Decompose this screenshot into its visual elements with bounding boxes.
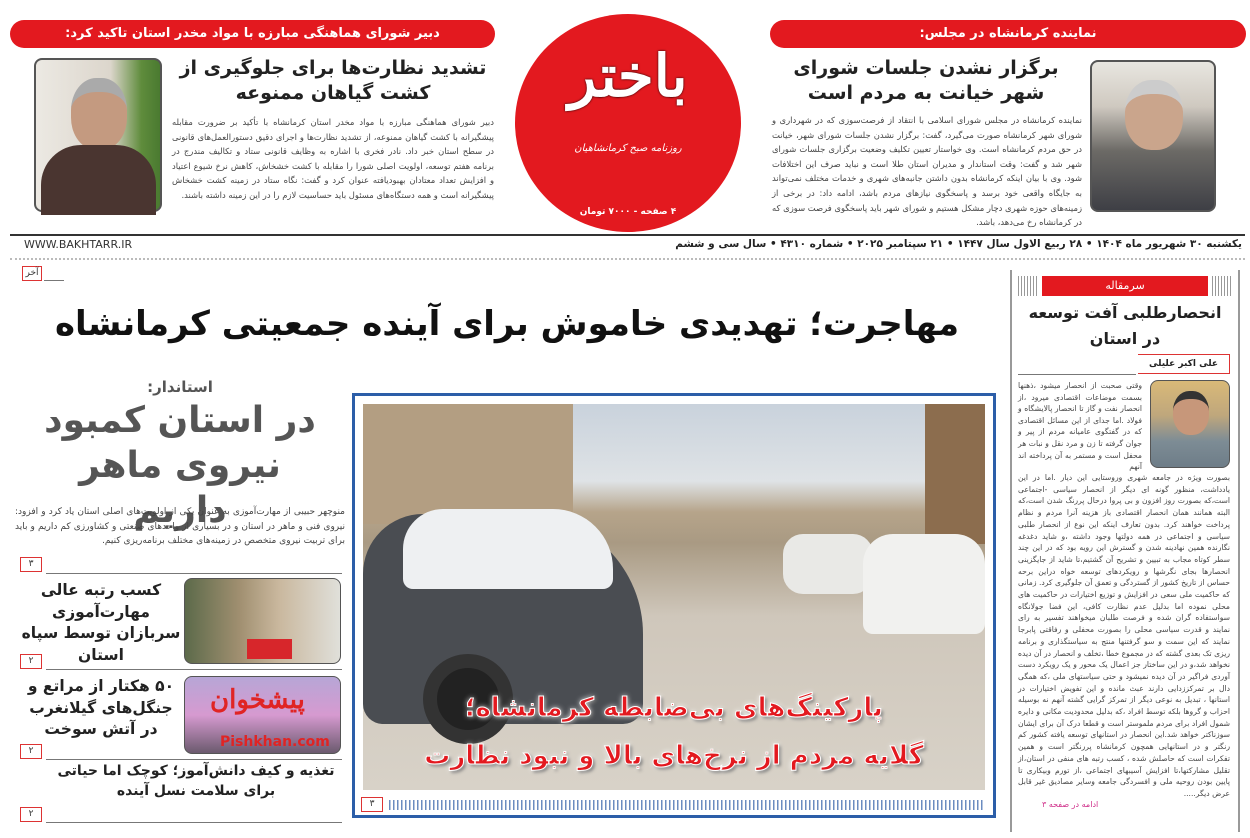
divider <box>1018 374 1136 375</box>
price-label: ۴ صفحه - ۷۰۰۰ تومان <box>579 207 677 217</box>
pishkhan-logo-icon: پیشخوان <box>210 685 305 715</box>
top-left-body: دبیر شورای هماهنگی مبارزه با مواد مخدر استان کرمانشاه با تأکید بر ضرورت مقابله پیشگیرانه با کشت گیاهان ممنوعه، از تشدید نظارت‌ها و اجرای دقیق دستورالعمل‌های قانونی در سطح استان خبر داد. نادر فخری با اشاره به وظایف قانونی ستاد و تکالیف مندرج در برنامه هفتم توسعه، اولویت اصلی شورا را مقابله با کشت خشخاش، کاهش نرخ شیوع اعتیاد و افزایش تعداد معتادان بهبودیافته عنوان کرد و گفت: نگاه ستاد در زمینه کشت خشخاش پیشگیرانه است و همه دستگاه‌های مسئول باید حساسیت لازم را در این زمینه داشته باشند. <box>172 117 494 200</box>
top-right-kicker: نماینده کرمانشاه در مجلس: <box>770 20 1246 48</box>
top-left-kicker: دبیر شورای هماهنگی مبارزه با مواد مخدر استان تاکید کرد: <box>10 20 495 48</box>
author-photo <box>1150 380 1230 468</box>
item-headline[interactable]: تغذیه و کیف دانش‌آموز؛ کوچک اما حیاتی برای سلامت نسل آینده <box>57 763 335 799</box>
editorial-headline[interactable]: انحصارطلبی آفت توسعه در استان <box>1028 303 1222 349</box>
lead-kicker: استاندار: <box>147 378 213 396</box>
editorial-column <box>1010 270 1240 832</box>
logo-subtitle: روزنامه صبح کرمانشاهیان <box>574 143 682 154</box>
top-right-body: نماینده کرمانشاه در مجلس شورای اسلامی با انتقاد از فرصت‌سوزی که در شهرداری و شورای شهر کرمانشاه صورت می‌گیرد، گفت: برگزار نشدن جلسات شورای شهر، خیانت در حق مردم کرمانشاه است. وی خواستار تعیین تکلیف وضعیت برگزاری جلسات شورای شهر شد و گفت: وقت استاندار و مدیران استان طلا است و نباید صرف این اختلافات شود. وی با بیان اینکه کرمانشاه بدون داشتن جانبه‌های شهری و خدمات مختلف نمی‌تواند به جایگاه واقعی خود برسد و پاسخگوی نیازهای مردم باشد، ادامه داد: در برخی از زمینه‌های حوزه شهری دچار مشکل هستیم و شورای شهر باید پاسخگوی فرصت سوزی که در کرمانشاه رخ می‌دهد، باشد. <box>772 115 1082 228</box>
item-page[interactable]: ۲ <box>20 807 42 822</box>
lead-page[interactable]: ۳ <box>20 557 42 572</box>
official-portrait-photo <box>34 58 162 212</box>
divider <box>10 258 1245 260</box>
mp-portrait-photo <box>1090 60 1216 212</box>
photo-story-page[interactable]: ۳ <box>361 797 383 812</box>
forest-fire-photo <box>184 676 341 754</box>
editorial-author: علی اکبر علیلی <box>1138 354 1230 374</box>
photo-story[interactable] <box>352 393 996 818</box>
editorial-body-top: وقتی صحبت از انحصار میشود ،ذهنها بسمت موضاعات اقتصادی میرود ،از انحصار نفت و گاز تا انحصار پالایشگاه و فولاد .اما جدای از این مسائل اقتصادی که در گفتگوی عامیانه مردم از پیر و جوان گرفته تا زن و مرد نقل و نبات هر محفل است و مستمر به آن پرداخته اند آنهم <box>1018 381 1142 472</box>
soldiers-training-photo <box>184 578 341 664</box>
item-page[interactable]: ۲ <box>20 744 42 759</box>
lead-headline[interactable]: در استان کمبود نیروی ماهر داریم <box>44 400 316 531</box>
masthead-logo[interactable] <box>515 14 741 232</box>
item-page[interactable]: ۲ <box>20 654 42 669</box>
photo-caption-line1: پارکینگ‌های بی‌ضابطه کرمانشاه؛ <box>465 693 883 723</box>
masthead-rule <box>10 234 1245 236</box>
website[interactable]: WWW.BAKHTARR.IR <box>24 238 133 251</box>
divider <box>46 669 342 670</box>
top-left-headline[interactable]: تشدید نظارت‌ها برای جلوگیری از کشت گیاهان ممنوعه <box>179 57 487 104</box>
top-right-headline[interactable]: برگزار نشدن جلسات شورای شهر خیانت به مردم است <box>793 57 1059 104</box>
editorial-label: سرمقاله <box>1042 276 1208 296</box>
item-headline[interactable]: کسب رتبه عالی مهارت‌آموزی سربازان توسط سپاه استان <box>21 581 181 665</box>
divider <box>46 822 342 823</box>
main-headline[interactable]: مهاجرت؛ تهدیدی خاموش برای آینده جمعیتی کرمانشاه <box>54 304 959 344</box>
date-line: یکشنبه ۳۰ شهریور ماه ۱۴۰۴ • ۲۸ ربیع الاول سال ۱۴۴۷ • ۲۱ سپتامبر ۲۰۲۵ • شماره ۴۳۱۰ • سال سی و ششم <box>675 238 1242 250</box>
lead-body: منوچهر حبیبی از مهارت‌آموزی به عنوان یکی از اولویت‌های اصلی استان یاد کرد و افزود: نیروی فنی و ماهر در استان و در بسیاری از واحدهای صنعتی و کشاورزی کم داریم و باید برای تربیت نیروی متخصص در زمینه‌های مختلف برنامه‌ریزی کنیم. <box>15 507 345 546</box>
continue-link[interactable]: ادامه در صفحه ۳ <box>1042 800 1099 809</box>
barcode-strip <box>389 800 985 810</box>
page-tag[interactable]: آخر <box>22 266 42 281</box>
item-headline[interactable]: ۵۰ هکتار از مراتع و جنگل‌های گیلانغرب در آتش سوخت <box>27 677 175 739</box>
logo-text: باختر <box>568 42 688 110</box>
watermark: Pishkhan.com <box>220 734 330 750</box>
tag-rule <box>44 280 64 281</box>
photo-caption-line2: گلایه مردم از نرخ‌های بالا و نبود نظارت <box>424 741 924 771</box>
editorial-body: بصورت ویژه در جامعه شهری وروستایی این دیار .اما در این یادداشت، منظور گونه ای دیگر از انحصار سیاسی -اجتماعی است،که بصورت روز افزون و بی پروا درحال پررنگ شدن است،که البته همانند همان انحصار اقتصادی باز هزینه آنرا مردم و نظام پرداخت خواهند کرد. بدون تعارف اینکه این نوع از انحصار طلبی سیاسی و اجتماعی در همه دولتها وجود داشته ،و شاید دغدغه نگارنده همین نهادینه شدن و گسترش این رویه بود که در این چند سطر کوتاه مجاب به تبیین و تشریح آن گشتیم،تا شاید از جایگزینی انحصارها بجای نگرشها و رویکردهای توسعه خواه دراین برحه حساس از تاریخ کشور از گستردگی و تعمق آن جلوگیری کرد. زمانی که حاکمیت ملی سعی در افزایش و توزیع اختیارات در حاکمیت های محلی نموده اما بدلیل عدم نظارت کافی، این فضا جولانگاه سواستفاده گران شده و فرصت طلبان میخواهند تفسیر به رای نمایند و قدرت سیاسی محلی را بصورت محفلی و رفاقتی پابرجا نمایند که این سمت و سو گرفتنها منتج به سیاستگذاری و برنامه ریزی تک بعدی گشته که در مجموع خطا ،تخلف و انحصار در آن دیده نخواهد شد،و در این ساختار جز اعمال یک محور و یک رویکرد دست آوردی فراگیر در آن دیده نمیشود و حتی سیاستهای ملی ،که همگی دال بر تمرکززدایی دارند عبث مانده و این تفویض اختیارات در استانها ، تبدیل به نوعی دیگر از تمرکز گرایی گشته آنهم نه بوسیله احزاب و گروها بلکه توسط افراد ،که بدلیل محدودیت مکانی و دایره شمول افراد برای مردم ملموستر است و قطعا درک آن برای ایشان سوزناکتر خواهد شد.این انحصار در استانهای توسعه یافته کشور کم رنگتر و در استانهایی همچون کرمانشاه پررنگتر است و همین تفکرات است که حاصلش شده ، کسب رتبه های منفی در استان،از تقلیل مشارکتها،تا افزایش آسیبهای اجتماعی ،از تورم وبیکاری تا پایین بودن روحیه ملی و افسردگی جامعه وسایر مصادیق غیر قابل عرض دیگر..... <box>1018 473 1230 798</box>
divider <box>46 573 342 574</box>
parking-lot-photo <box>363 404 985 790</box>
divider <box>46 759 342 760</box>
